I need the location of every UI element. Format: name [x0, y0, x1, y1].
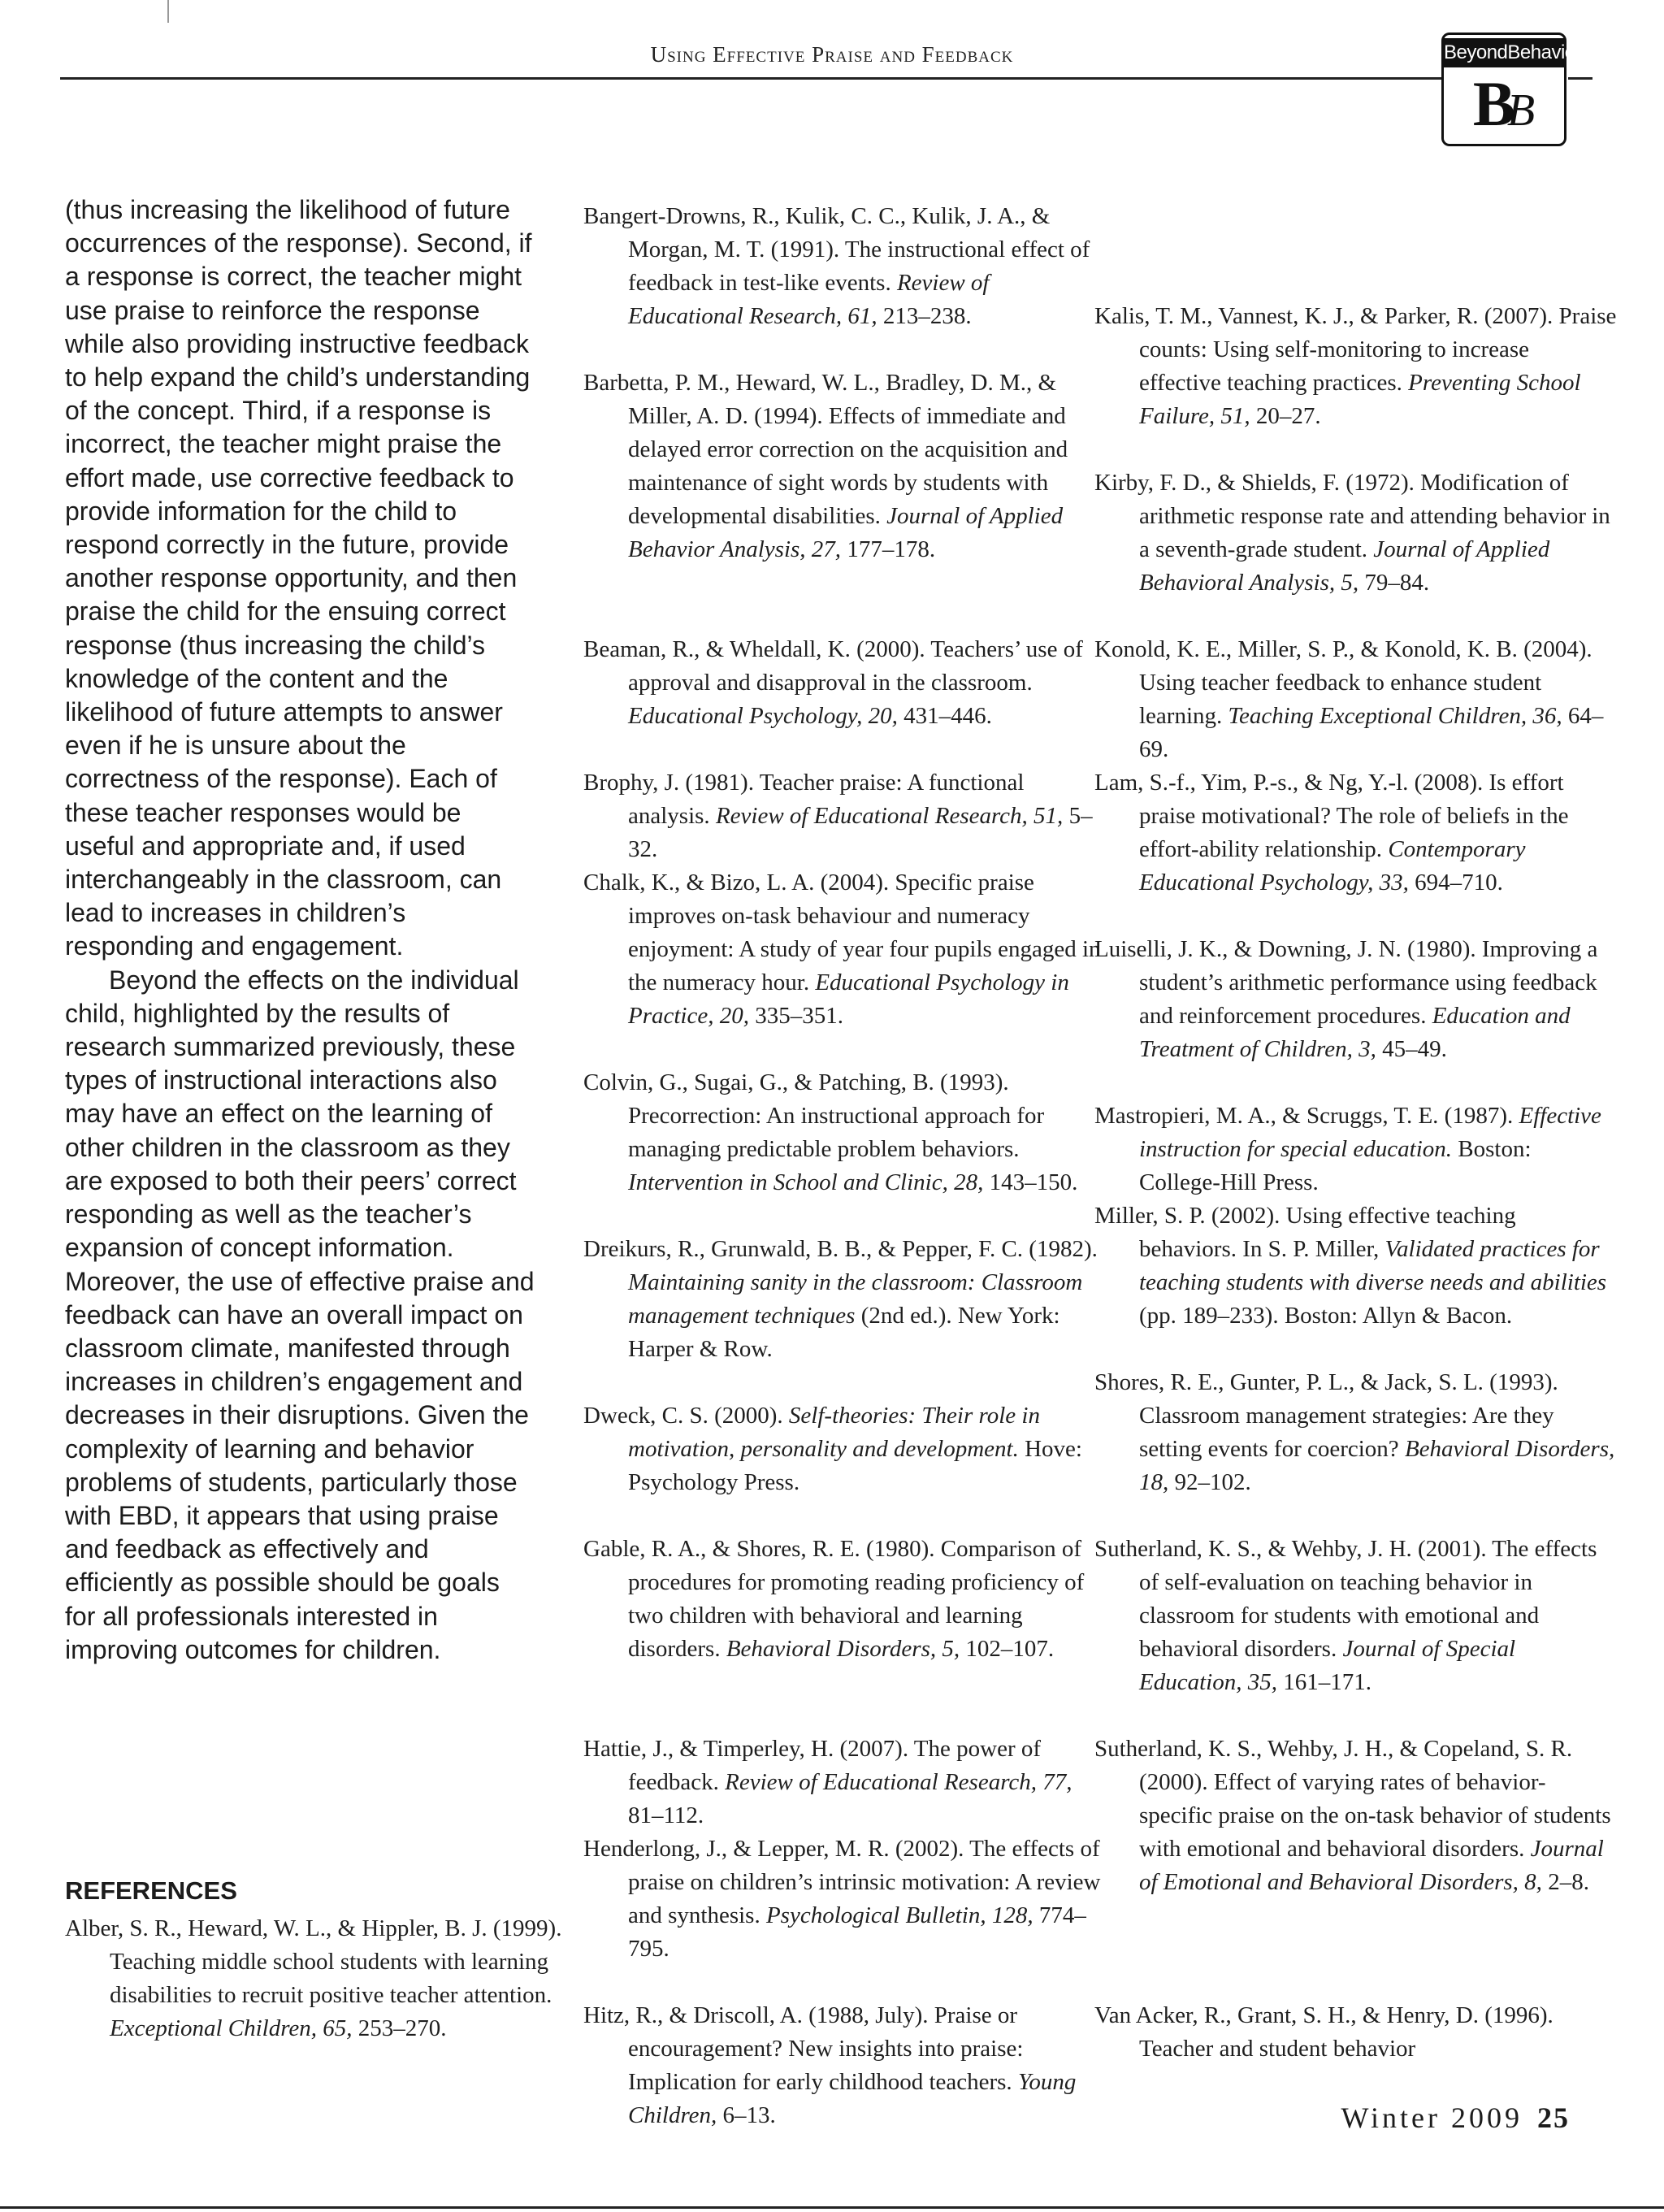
page-footer — [1277, 2101, 1570, 2135]
reference-entry: Beaman, R., & Wheldall, K. (2000). Teachers’ use of approval and disapproval in the classroom. Educational Psychology, 20, 431–446. — [583, 636, 1083, 729]
header-rule-end — [1568, 77, 1592, 80]
reference-entry: Sutherland, K. S., Wehby, J. H., & Copeland, S. R. (2000). Effect of varying rates of behavior-specific praise on the on-task behavior of students with emotional and behavioral disorders. Journal of Emotional and Behavioral Disorders, 8, 2–8. — [1094, 1736, 1611, 1895]
running-header: Using Effective Praise and Feedback — [650, 42, 1014, 67]
binding-mark — [167, 0, 169, 23]
beyond-behavior-logo — [1441, 33, 1582, 146]
reference-entry: Lam, S.-f., Yim, P.-s., & Ng, Y.-l. (2008). Is effort praise motivational? The role of beliefs in the effort-ability relationship. Contemporary Educational Psychology, 33, 694–710. — [1094, 770, 1569, 896]
reference-entry: Van Acker, R., Grant, S. H., & Henry, D. (1996). Teacher and student behavior — [1094, 2002, 1554, 2062]
reference-entry: Barbetta, P. M., Heward, W. L., Bradley, D. M., & Miller, A. D. (1994). Effects of immediate and delayed error correction on the acquisition and maintenance of sight words by students with developmental disabilities. Journal of Applied Behavior Analysis, 27, 177–178. — [583, 370, 1068, 562]
header-rule — [60, 77, 1451, 80]
reference-entry: Sutherland, K. S., & Wehby, J. H. (2001). The effects of self-evaluation on teaching behavior in classroom for students with emotional and behavioral disorders. Journal of Special Education, 35, 161–171. — [1094, 1536, 1597, 1695]
reference-entry: Kirby, F. D., & Shields, F. (1972). Modification of arithmetic response rate and attending behavior in a seventh-grade student. Journal of Applied Behavioral Analysis, 5, 79–84. — [1094, 470, 1610, 596]
reference-entry: Miller, S. P. (2002). Using effective teaching behaviors. In S. P. Miller, Validated practices for teaching students with diverse needs and abilities (pp. 189–233). Boston: Allyn & Bacon. — [1094, 1203, 1607, 1329]
references-heading: REFERENCES — [65, 1876, 237, 1905]
reference-entry: Konold, K. E., Miller, S. P., & Konold, K. B. (2004). Using teacher feedback to enhance student learning. Teaching Exceptional Children, 36, 64–69. — [1094, 636, 1604, 762]
body-paragraph: Beyond the effects on the individual child, highlighted by the results of research summarized previously, these types of instructional interactions also may have an effect on the learning of other children in the classroom as they are exposed to both their peers’ correct responding as well as the teacher’s expansion of concept information. Moreover, the use of effective praise and feedback can have an overall impact on classroom climate, manifested through increases in children’s engagement and decreases in their disruptions. Given the complexity of learning and behavior problems of students, particularly those with EBD, it appears that using praise and feedback as effectively and efficiently as possible should be goals for all professionals interested in improving outcomes for children. — [65, 965, 535, 1664]
logo-wordmark: BeyondBehavior — [1444, 38, 1564, 67]
reference-entry: Hattie, J., & Timperley, H. (2007). The power of feedback. Review of Educational Research, 77, 81–112. — [583, 1736, 1072, 1828]
reference-entry: Dweck, C. S. (2000). Self-theories: Their role in motivation, personality and development. Hove: Psychology Press. — [583, 1403, 1082, 1495]
reference-entry: Alber, S. R., Heward, W. L., & Hippler, B. J. (1999). Teaching middle school students with learning disabilities to recruit positive teacher attention. Exceptional Children, 65, 253–270. — [65, 1915, 562, 2041]
reference-entry: Bangert-Drowns, R., Kulik, C. C., Kulik, J. A., & Morgan, M. T. (1991). The instructional effect of feedback in test-like events. Review of Educational Research, 61, 213–238. — [583, 203, 1090, 329]
body-text-column — [65, 193, 536, 1667]
body-paragraph: (thus increasing the likelihood of future occurrences of the response). Second, if a response is correct, the teacher might use praise to reinforce the response while also providing instructive feedback to help expand the child’s understanding of the concept. Third, if a response is incorrect, the teacher might praise the effort made, use corrective feedback to provide information for the child to respond correctly in the future, provide another response opportunity, and then praise the child for the ensuing correct response (thus increasing the child’s knowledge of the content and the likelihood of future attempts to answer even if he is unsure about the correctness of the response). Each of these teacher responses would be useful and appropriate and, if used interchangeably in the classroom, can lead to increases in children’s responding and engagement. — [65, 195, 532, 961]
issue-label: Winter 2009 — [1341, 2101, 1523, 2134]
reference-entry: Gable, R. A., & Shores, R. E. (1980). Comparison of procedures for promoting reading proficiency of two children with behavioral and learning disorders. Behavioral Disorders, 5, 102–107. — [583, 1536, 1085, 1662]
page-number: 25 — [1537, 2101, 1570, 2134]
reference-entry: Brophy, J. (1981). Teacher praise: A functional analysis. Review of Educational Research, 51, 5–32. — [583, 770, 1093, 862]
reference-entry: Chalk, K., & Bizo, L. A. (2004). Specific praise improves on-task behaviour and numeracy enjoyment: A study of year four pupils engaged in the numeracy hour. Educational Psychology in Practice, 20, 335–351. — [583, 870, 1101, 1029]
reference-entry: Luiselli, J. K., & Downing, J. N. (1980). Improving a student’s arithmetic performance using feedback and reinforcement procedures. Education and Treatment of Children, 3, 45–49. — [1094, 936, 1598, 1062]
reference-entry: Henderlong, J., & Lepper, M. R. (2002). The effects of praise on children’s intrinsic motivation: A review and synthesis. Psychological Bulletin, 128, 774–795. — [583, 1836, 1101, 1962]
reference-entry: Dreikurs, R., Grunwald, B. B., & Pepper, F. C. (1982). Maintaining sanity in the classroom: Classroom management techniques (2nd ed.). New York: Harper & Row. — [583, 1236, 1098, 1362]
reference-entry: Shores, R. E., Gunter, P. L., & Jack, S. L. (1993). Classroom management strategies: Are they setting events for coercion? Behavioral Disorders, 18, 92–102. — [1094, 1369, 1615, 1495]
reference-entry: Mastropieri, M. A., & Scruggs, T. E. (1987). Effective instruction for special education. Boston: College-Hill Press. — [1094, 1103, 1601, 1195]
bottom-rule — [0, 2206, 1664, 2209]
reference-entry: Hitz, R., & Driscoll, A. (1988, July). Praise or encouragement? New insights into praise: Implication for early childhood teachers. Young Children, 6–13. — [583, 2002, 1077, 2128]
reference-entry: Kalis, T. M., Vannest, K. J., & Parker, R. (2007). Praise counts: Using self-monitoring to increase effective teaching practices. Preventing School Failure, 51, 20–27. — [1094, 303, 1617, 429]
logo-monogram: BB — [1472, 68, 1536, 139]
reference-entry: Colvin, G., Sugai, G., & Patching, B. (1993). Precorrection: An instructional approach for managing predictable problem behaviors. Intervention in School and Clinic, 28, 143–150. — [583, 1069, 1078, 1195]
